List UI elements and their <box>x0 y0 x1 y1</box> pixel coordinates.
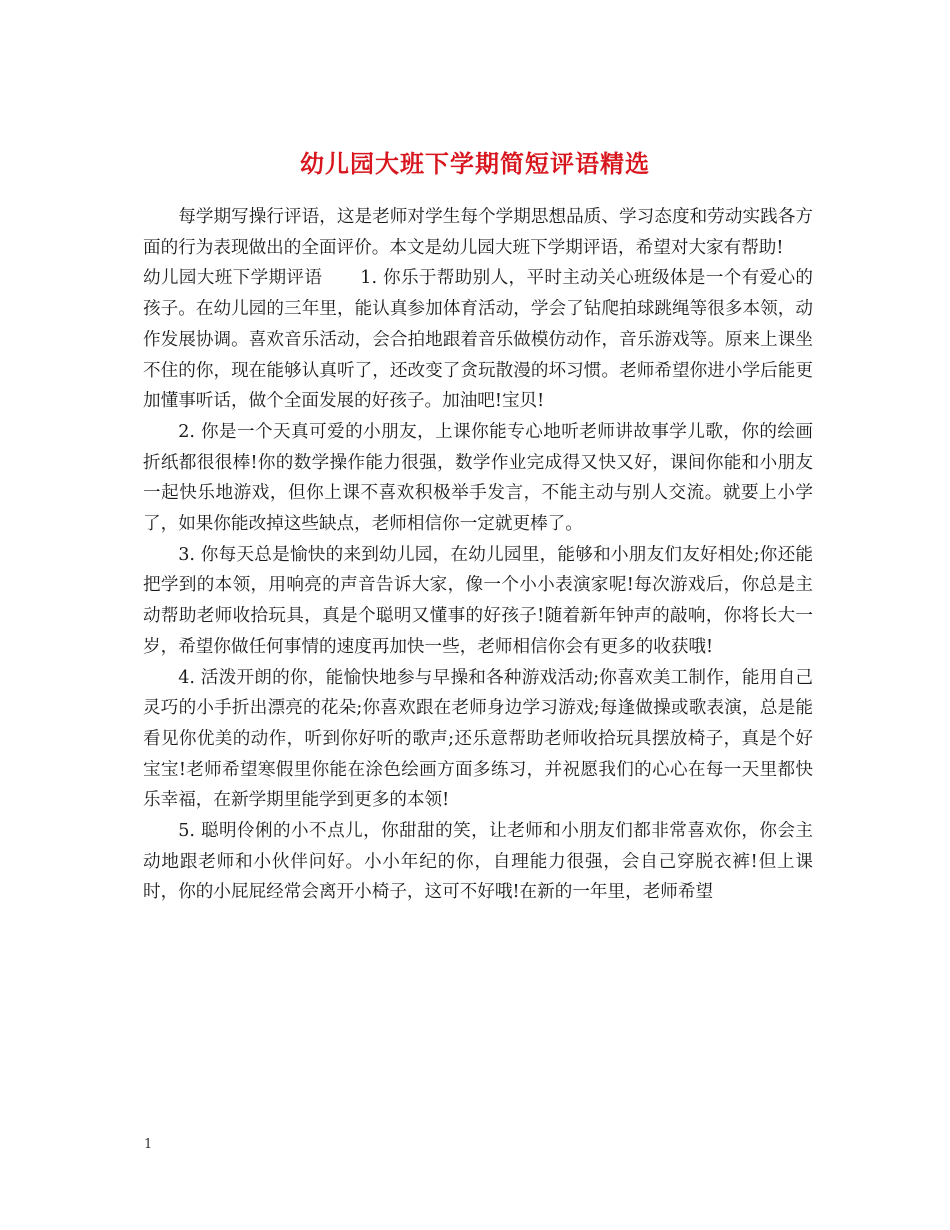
document-body <box>143 202 813 908</box>
intro-paragraph: 每学期写操行评语，这是老师对学生每个学期思想品质、学习态度和劳动实践各方面的行为表现做出的全面评价。本文是幼儿园大班下学期评语，希望对大家有帮助! <box>143 207 813 258</box>
item-5: 5. 聪明伶俐的小不点儿，你甜甜的笑，让老师和小朋友们都非常喜欢你，你会主动地跟老师和小伙伴问好。小小年纪的你，自理能力很强，会自己穿脱衣裤!但上课时，你的小屁屁经常会离开小椅子，这可不好哦!在新的一年里，老师希望 <box>143 821 813 903</box>
page-number: 1 <box>144 1137 153 1152</box>
page-title: 幼儿园大班下学期简短评语精选 <box>300 149 650 179</box>
first-item-paragraph <box>143 263 813 417</box>
item-4: 4. 活泼开朗的你，能愉快地参与早操和各种游戏活动;你喜欢美工制作，能用自己灵巧的小手折出漂亮的花朵;你喜欢跟在老师身边学习游戏;每逢做操或歌表演，总是能看见你优美的动作，听到你好听的歌声;还乐意帮助老师收拾玩具摆放椅子，真是个好宝宝!老师希望寒假里你能在涂色绘画方面多练习，并祝愿我们的心心在每一天里都快乐幸福，在新学期里能学到更多的本领! <box>143 667 813 811</box>
item-2: 2. 你是一个天真可爱的小朋友，上课你能专心地听老师讲故事学儿歌，你的绘画折纸都很很棒!你的数学操作能力很强，数学作业完成得又快又好，课间你能和小朋友一起快乐地游戏，但你上课不喜欢积极举手发言，不能主动与别人交流。就要上小学了，如果你能改掉这些缺点，老师相信你一定就更棒了。 <box>143 421 813 535</box>
item-3: 3. 你每天总是愉快的来到幼儿园，在幼儿园里，能够和小朋友们友好相处;你还能把学到的本领，用响亮的声音告诉大家，像一个小小表演家呢!每次游戏后，你总是主动帮助老师收拾玩具，真是个聪明又懂事的好孩子!随着新年钟声的敲响，你将长大一岁，希望你做任何事情的速度再加快一些，老师相信你会有更多的收获哦! <box>143 544 813 657</box>
item-1: 1. 你乐于帮助别人，平时主动关心班级体是一个有爱心的孩子。在幼儿园的三年里，能认真参加体育活动，学会了钻爬拍球跳绳等很多本领，动作发展协调。喜欢音乐活动，会合拍地跟着音乐做模仿动作，音乐游戏等。原来上课坐不住的你，现在能够认真听了，还改变了贪玩散漫的坏习惯。老师希望你进小学后能更加懂事听话，做个全面发展的好孩子。加油吧!宝贝! <box>143 268 813 412</box>
section-heading: 幼儿园大班下学期评语 <box>143 268 323 289</box>
